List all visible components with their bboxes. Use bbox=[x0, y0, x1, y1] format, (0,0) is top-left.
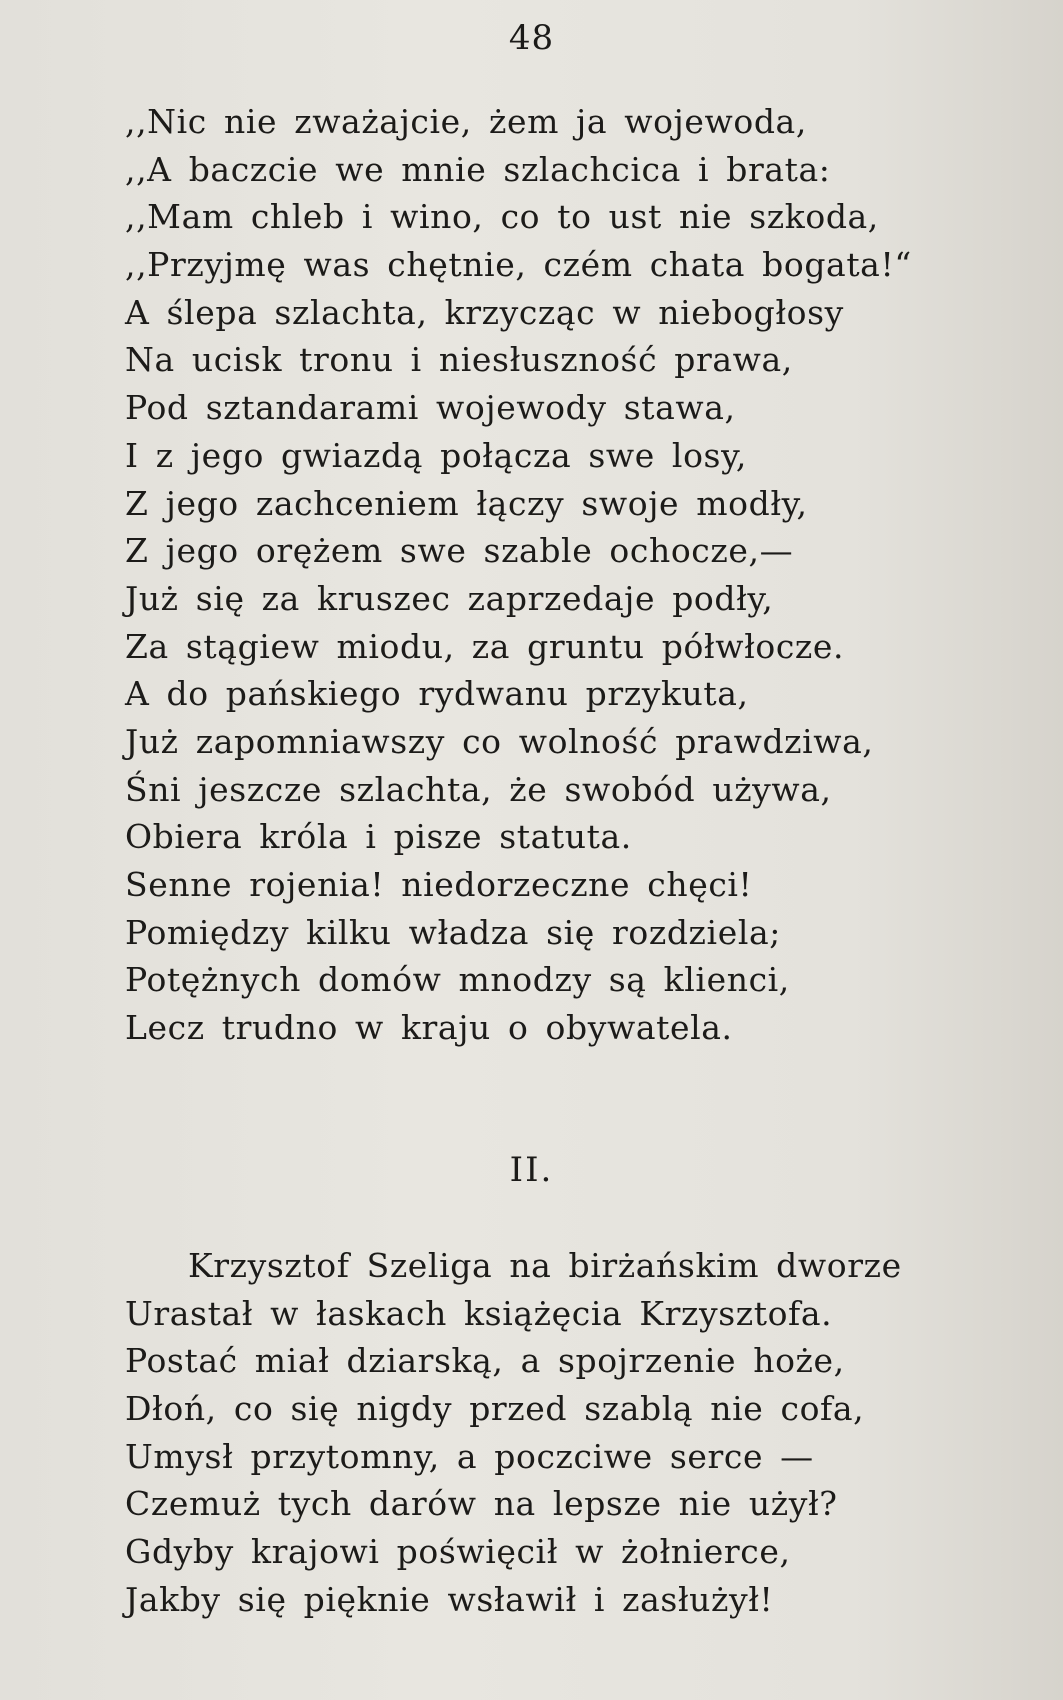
poem-line: Pomiędzy kilku władza się rozdziela; bbox=[125, 912, 781, 952]
poem-line: Urastał w łaskach książęcia Krzysztofa. bbox=[125, 1293, 833, 1333]
poem-line: ,,Nic nie zważajcie, żem ja wojewoda, bbox=[125, 102, 807, 141]
poem-line: ,,Mam chleb i wino, co to ust nie szkoda, bbox=[125, 197, 879, 237]
poem-line: ,,A baczcie we mnie szlachcica i brata: bbox=[125, 149, 831, 189]
poem-line: Śni jeszcze szlachta, że swobód używa, bbox=[125, 769, 832, 809]
poem-line: Krzysztof Szeliga na birżańskim dworze bbox=[188, 1246, 902, 1285]
poem-line: Z jego zachceniem łączy swoje modły, bbox=[125, 483, 808, 523]
poem-line: Obiera króla i pisze statuta. bbox=[125, 817, 632, 857]
poem-line: Gdyby krajowi poświęcił w żołnierce, bbox=[125, 1532, 791, 1572]
poem-line: ,,Przyjmę was chętnie, czém chata bogata!“ bbox=[125, 245, 912, 285]
page-number: 48 bbox=[508, 18, 555, 58]
poem-line: Czemuż tych darów na lepsze nie użył? bbox=[125, 1484, 838, 1524]
poem-line: Za stągiew miodu, za gruntu półwłocze. bbox=[125, 626, 845, 666]
poem-line: A ślepa szlachta, krzycząc w niebogłosy bbox=[125, 292, 844, 332]
poem-line: Jakby się pięknie wsławił i zasłużył! bbox=[125, 1579, 774, 1619]
poem-line: Pod sztandarami wojewody stawa, bbox=[125, 388, 736, 428]
poem-line: I z jego gwiazdą połącza swe losy, bbox=[125, 435, 748, 475]
poem-line: Lecz trudno w kraju o obywatela. bbox=[125, 1008, 733, 1048]
poem-line: Na ucisk tronu i niesłuszność prawa, bbox=[125, 340, 793, 380]
poem-line: Już zapomniawszy co wolność prawdziwa, bbox=[125, 721, 874, 761]
poem-stanza-2 bbox=[125, 1242, 1005, 1624]
poem-line: A do pańskiego rydwanu przykuta, bbox=[125, 674, 749, 714]
poem-stanza-1 bbox=[125, 98, 1005, 1052]
poem-line: Postać miał dziarską, a spojrzenie hoże, bbox=[125, 1341, 845, 1381]
poem-line: Z jego orężem swe szable ochocze,— bbox=[125, 531, 794, 571]
poem-line: Dłoń, co się nigdy przed szablą nie cofa, bbox=[125, 1389, 865, 1429]
section-heading: II. bbox=[509, 1150, 554, 1190]
poem-line: Potężnych domów mnodzy są klienci, bbox=[125, 960, 790, 1000]
poem-line: Umysł przytomny, a poczciwe serce — bbox=[125, 1436, 814, 1476]
poem-line: Już się za kruszec zaprzedaje podły, bbox=[125, 578, 774, 618]
poem-line: Senne rojenia! niedorzeczne chęci! bbox=[125, 865, 753, 904]
